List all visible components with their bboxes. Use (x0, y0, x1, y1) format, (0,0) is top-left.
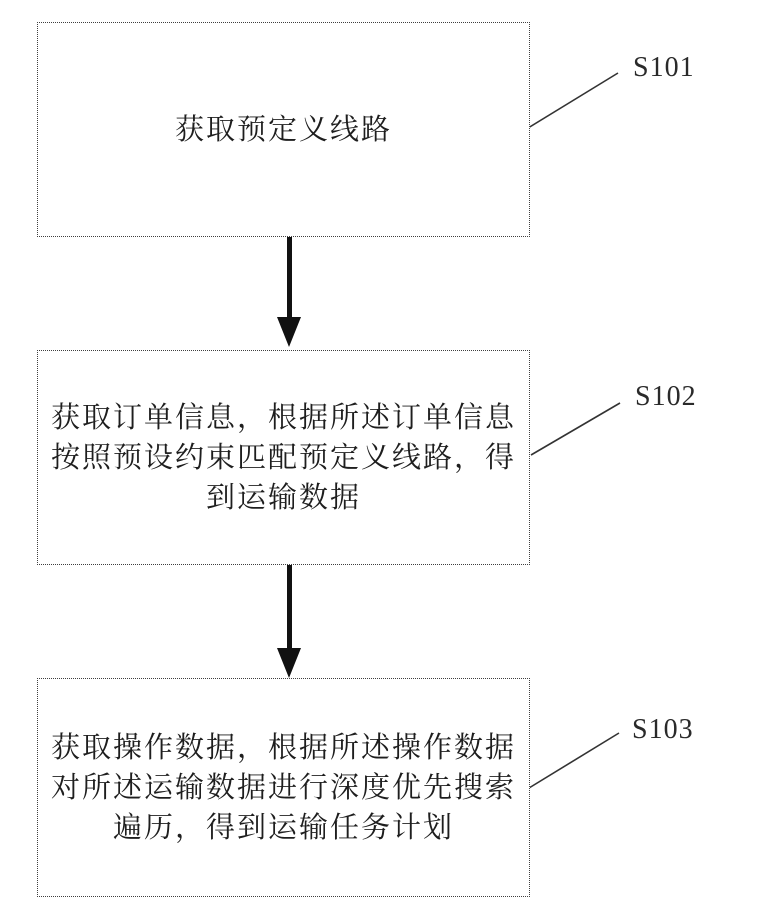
leader-line-s101 (528, 73, 618, 128)
step-s103-text-line: 获取操作数据，根据所述操作数据 (50, 731, 516, 764)
step-label-s103: S103 (632, 714, 694, 745)
down-arrow-line-1 (287, 237, 292, 318)
step-s102-text-line: 获取订单信息，根据所述订单信息 (50, 401, 516, 434)
step-s103-text-line: 对所述运输数据进行深度优先搜索 (50, 771, 516, 804)
step-s102-text-line: 到运输数据 (205, 481, 361, 514)
step-box-s103 (37, 678, 530, 897)
down-arrow-line-2 (287, 565, 292, 648)
step-label-s102: S102 (635, 381, 697, 412)
step-s101-text-line: 获取预定义线路 (174, 113, 392, 146)
down-arrow-head-1-icon (277, 317, 301, 347)
step-label-s101: S101 (633, 52, 695, 83)
step-s103-text-line: 遍历，得到运输任务计划 (112, 811, 454, 844)
step-box-s101 (37, 22, 530, 237)
leader-line-s102 (531, 403, 620, 455)
step-s102-text-line: 按照预设约束匹配预定义线路，得 (50, 441, 516, 474)
down-arrow-head-2-icon (277, 648, 301, 678)
step-box-s102 (37, 350, 530, 565)
leader-line-s103 (529, 733, 619, 788)
